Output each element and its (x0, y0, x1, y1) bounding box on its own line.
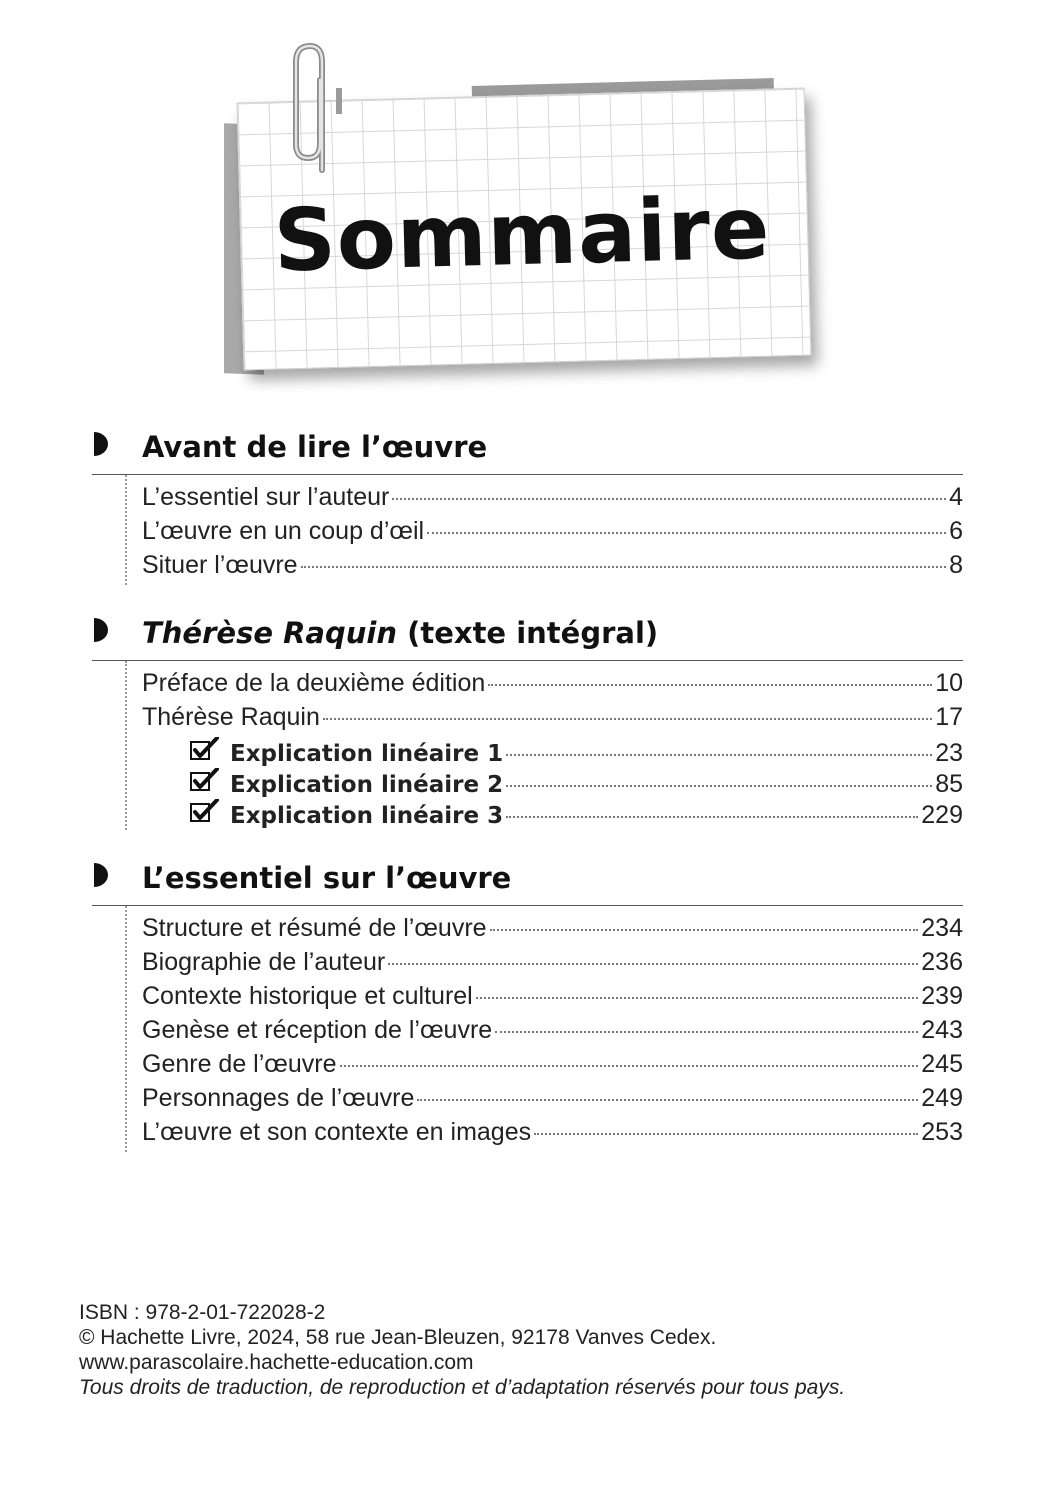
dot-leader (476, 997, 919, 999)
dot-leader (488, 684, 932, 686)
toc-entry[interactable] (92, 1016, 963, 1050)
toc-entry-label: Personnages de l’œuvre (142, 1084, 415, 1112)
rights-text: Tous droits de traduction, de reproduction et d’adaptation réservés pour tous pays. (79, 1376, 846, 1399)
toc-entry-label: Biographie de l’auteur (142, 948, 386, 976)
toc-entry-page: 236 (921, 948, 963, 976)
dot-leader (301, 566, 947, 568)
toc-entry-page: 17 (935, 703, 963, 731)
toc-entry-label: Structure et résumé de l’œuvre (142, 914, 487, 942)
toc-entry-page: 4 (949, 483, 963, 511)
toc-entry-page: 229 (921, 801, 963, 829)
toc-entry-page: 245 (921, 1050, 963, 1078)
dot-leader (506, 754, 932, 756)
section-header (92, 853, 963, 906)
checkbox-check-icon (190, 799, 220, 823)
legal-footer (79, 1300, 979, 1400)
toc-entry-page: 249 (921, 1084, 963, 1112)
toc-entry[interactable] (92, 914, 963, 948)
toc-entry-page: 8 (949, 551, 963, 579)
toc-entry-page: 239 (921, 982, 963, 1010)
toc-entry-page: 6 (949, 517, 963, 545)
toc-entry[interactable] (92, 483, 963, 517)
toc-entry-label: Genèse et réception de l’œuvre (142, 1016, 493, 1044)
toc-entry[interactable] (92, 1084, 963, 1118)
toc-entry-label: Situer l’œuvre (142, 551, 298, 579)
dot-leader (534, 1133, 918, 1135)
dot-leader (392, 498, 946, 500)
toc-entry-label: Contexte historique et culturel (142, 982, 473, 1010)
section-header (92, 422, 963, 475)
toc-entry-label: Thérèse Raquin (142, 703, 320, 731)
toc-entry[interactable] (92, 517, 963, 551)
toc-entry-page: 253 (921, 1118, 963, 1146)
section-title: Thérèse Raquin (texte intégral) (142, 616, 659, 650)
toc-entry-page: 10 (935, 669, 963, 697)
copyright-text: © Hachette Livre, 2024, 58 rue Jean-Bleuzen, 92178 Vanves Cedex. (79, 1326, 717, 1349)
toc-entry[interactable] (92, 551, 963, 585)
toc-entry[interactable] (92, 1050, 963, 1084)
paperclip-icon (284, 40, 354, 180)
toc-entry[interactable] (92, 948, 963, 982)
section-therese-raquin (92, 608, 963, 830)
toc-entry-label: Explication linéaire 1 (230, 741, 504, 767)
dot-leader (490, 929, 919, 931)
toc-entry[interactable] (92, 982, 963, 1016)
dot-leader (427, 532, 946, 534)
toc-entry-label: Explication linéaire 2 (230, 772, 504, 798)
half-circle-bullet-icon (94, 863, 108, 887)
section-essentiel-oeuvre (92, 853, 963, 1152)
section-avant-de-lire (92, 422, 963, 585)
toc-entry-page: 23 (935, 739, 963, 767)
section-header (92, 608, 963, 661)
toc-entry-label: Préface de la deuxième édition (142, 669, 486, 697)
toc-entry[interactable] (92, 703, 963, 737)
dot-leader (323, 718, 932, 720)
toc-entry-page: 85 (935, 770, 963, 798)
isbn-text: ISBN : 978-2-01-722028-2 (79, 1301, 326, 1324)
dot-leader (417, 1099, 918, 1101)
toc-entry-label: L’œuvre et son contexte en images (142, 1118, 532, 1146)
website-link[interactable]: www.parascolaire.hachette-education.com (79, 1351, 474, 1374)
title-card (222, 40, 822, 380)
toc-entry-label: Genre de l’œuvre (142, 1050, 337, 1078)
dot-leader (506, 816, 918, 818)
toc-sub-entry[interactable] (92, 737, 963, 768)
half-circle-bullet-icon (94, 432, 108, 456)
toc-entry-page: 234 (921, 914, 963, 942)
dot-leader (506, 785, 932, 787)
toc-entry-label: Explication linéaire 3 (230, 803, 504, 829)
toc-entry[interactable] (92, 669, 963, 703)
dot-leader (388, 963, 918, 965)
toc-entry-page: 243 (921, 1016, 963, 1044)
toc-entry[interactable] (92, 1118, 963, 1152)
page-title: Sommaire (272, 178, 772, 292)
toc-entry-label: L’œuvre en un coup d’œil (142, 517, 425, 545)
dot-leader (495, 1031, 918, 1033)
section-title: L’essentiel sur l’œuvre (142, 861, 512, 895)
half-circle-bullet-icon (94, 618, 108, 642)
section-title: Avant de lire l’œuvre (142, 430, 488, 464)
toc-sub-entry[interactable] (92, 799, 963, 830)
checkbox-check-icon (190, 768, 220, 792)
toc-sub-entry[interactable] (92, 768, 963, 799)
checkbox-check-icon (190, 737, 220, 761)
dot-leader (340, 1065, 919, 1067)
toc-entry-label: L’essentiel sur l’auteur (142, 483, 390, 511)
